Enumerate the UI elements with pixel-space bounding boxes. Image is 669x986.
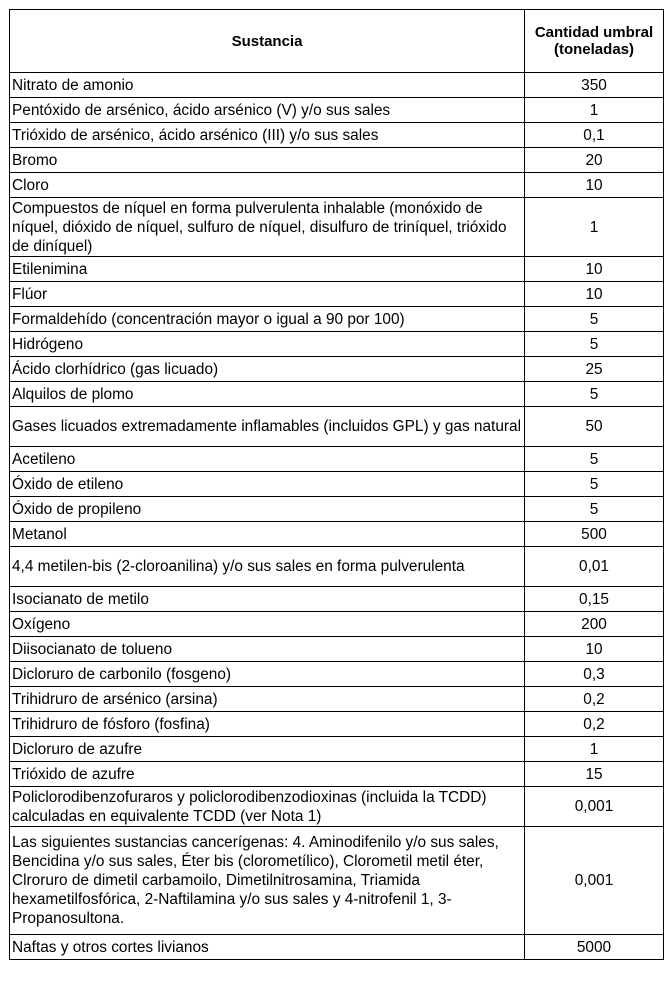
substance-cell: Óxido de etileno [10, 472, 525, 497]
quantity-cell: 1 [525, 737, 664, 762]
quantity-cell: 0,01 [525, 547, 664, 587]
quantity-cell: 5 [525, 497, 664, 522]
substance-cell: Trióxido de arsénico, ácido arsénico (III) y/o sus sales [10, 123, 525, 148]
quantity-cell: 50 [525, 407, 664, 447]
quantity-cell: 0,2 [525, 712, 664, 737]
substance-cell: Alquilos de plomo [10, 382, 525, 407]
substance-cell: Metanol [10, 522, 525, 547]
substance-cell: Pentóxido de arsénico, ácido arsénico (V) y/o sus sales [10, 98, 525, 123]
table-row [10, 173, 664, 198]
table-row [10, 787, 664, 827]
table-row [10, 497, 664, 522]
table-row [10, 522, 664, 547]
substance-cell: Naftas y otros cortes livianos [10, 935, 525, 960]
quantity-cell: 0,15 [525, 587, 664, 612]
substance-cell: Oxígeno [10, 612, 525, 637]
table-row [10, 282, 664, 307]
substance-cell: Óxido de propileno [10, 497, 525, 522]
header-substance: Sustancia [10, 10, 525, 73]
table-row [10, 662, 664, 687]
substance-cell: Flúor [10, 282, 525, 307]
quantity-cell: 0,2 [525, 687, 664, 712]
substance-cell: Dicloruro de azufre [10, 737, 525, 762]
quantity-cell: 500 [525, 522, 664, 547]
quantity-cell: 5 [525, 472, 664, 497]
quantity-cell: 5 [525, 307, 664, 332]
substance-cell: Isocianato de metilo [10, 587, 525, 612]
substance-cell: Policlorodibenzofuraros y policlorodibenzodioxinas (incluida la TCDD) calculadas en equivalente TCDD (ver Nota 1) [10, 787, 525, 827]
table-row [10, 148, 664, 173]
table-row [10, 382, 664, 407]
substances-table [9, 9, 664, 960]
substance-cell: 4,4 metilen-bis (2-cloroanilina) y/o sus sales en forma pulverulenta [10, 547, 525, 587]
substance-cell: Cloro [10, 173, 525, 198]
table-row [10, 547, 664, 587]
substance-cell: Diisocianato de tolueno [10, 637, 525, 662]
substance-cell: Etilenimina [10, 257, 525, 282]
substance-cell: Las siguientes sustancias cancerígenas: 4. Aminodifenilo y/o sus sales, Bencidina y/o sus sales, Éter bis (clorometílico), Clorometil metil éter, Clroruro de dimetil carbamoilo, Dimetilnitrosamina, Triamida hexametilfosfórica, 2-Naftilamina y/o sus sales y 4-nitrofenil 1, 3-Propanosultona. [10, 827, 525, 935]
table-row [10, 827, 664, 935]
quantity-cell: 1 [525, 98, 664, 123]
quantity-cell: 5000 [525, 935, 664, 960]
table-row [10, 332, 664, 357]
quantity-cell: 10 [525, 257, 664, 282]
quantity-cell: 25 [525, 357, 664, 382]
table-header-row [10, 10, 664, 73]
table-row [10, 935, 664, 960]
table-row [10, 447, 664, 472]
table-row [10, 687, 664, 712]
substance-cell: Hidrógeno [10, 332, 525, 357]
table-row [10, 712, 664, 737]
table-row [10, 357, 664, 382]
quantity-cell: 1 [525, 198, 664, 257]
substance-cell: Formaldehído (concentración mayor o igual a 90 por 100) [10, 307, 525, 332]
table-row [10, 407, 664, 447]
quantity-cell: 5 [525, 447, 664, 472]
quantity-cell: 200 [525, 612, 664, 637]
table-row [10, 98, 664, 123]
quantity-cell: 0,001 [525, 827, 664, 935]
quantity-cell: 10 [525, 282, 664, 307]
quantity-cell: 10 [525, 173, 664, 198]
quantity-cell: 0,001 [525, 787, 664, 827]
header-quantity: Cantidad umbral (toneladas) [525, 10, 664, 73]
table-row [10, 472, 664, 497]
substance-cell: Nitrato de amonio [10, 73, 525, 98]
table-row [10, 123, 664, 148]
substance-cell: Trióxido de azufre [10, 762, 525, 787]
table-row [10, 637, 664, 662]
quantity-cell: 350 [525, 73, 664, 98]
table-row [10, 587, 664, 612]
table-row [10, 612, 664, 637]
substance-cell: Trihidruro de fósforo (fosfina) [10, 712, 525, 737]
quantity-cell: 5 [525, 382, 664, 407]
table-row [10, 257, 664, 282]
quantity-cell: 0,3 [525, 662, 664, 687]
table-row [10, 737, 664, 762]
table-row [10, 762, 664, 787]
quantity-cell: 10 [525, 637, 664, 662]
substance-cell: Acetileno [10, 447, 525, 472]
table-row [10, 198, 664, 257]
substance-cell: Trihidruro de arsénico (arsina) [10, 687, 525, 712]
substance-cell: Bromo [10, 148, 525, 173]
substance-cell: Compuestos de níquel en forma pulverulenta inhalable (monóxido de níquel, dióxido de níquel, sulfuro de níquel, disulfuro de triníquel, trióxido de diníquel) [10, 198, 525, 257]
quantity-cell: 0,1 [525, 123, 664, 148]
quantity-cell: 20 [525, 148, 664, 173]
table-row [10, 73, 664, 98]
substance-cell: Dicloruro de carbonilo (fosgeno) [10, 662, 525, 687]
quantity-cell: 5 [525, 332, 664, 357]
substance-cell: Ácido clorhídrico (gas licuado) [10, 357, 525, 382]
table-row [10, 307, 664, 332]
substance-cell: Gases licuados extremadamente inflamables (incluidos GPL) y gas natural [10, 407, 525, 447]
quantity-cell: 15 [525, 762, 664, 787]
